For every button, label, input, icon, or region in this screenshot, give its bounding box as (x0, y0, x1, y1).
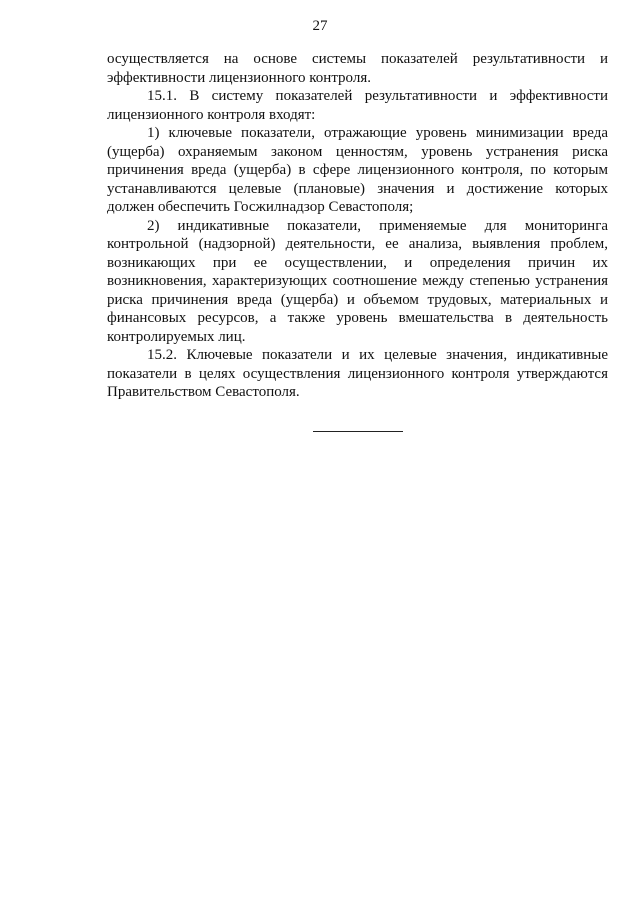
document-body (107, 50, 608, 402)
page-number: 27 (312, 18, 328, 34)
paragraph-item-1: 1) ключевые показатели, отражающие уровень минимизации вреда (ущерба) охраняемым законом ценностям, уровень устранения риска причинения вреда (ущерба) в сфере лицензионного контроля, по которым устанавливаются целевые (плановые) значения и достижение которых должен обеспечить Госжилнадзор Севастополя; (107, 125, 608, 215)
paragraph-15-2: 15.2. Ключевые показатели и их целевые значения, индикативные показатели в целях осуществления лицензионного контроля утверждаются Правительством Севастополя. (107, 347, 608, 400)
paragraph-continuation: осуществляется на основе системы показателей результативности и эффективности лицензионного контроля. (107, 51, 608, 86)
paragraph-15-1: 15.1. В систему показателей результативности и эффективности лицензионного контроля входят: (107, 88, 608, 123)
paragraph-item-2: 2) индикативные показатели, применяемые для мониторинга контрольной (надзорной) деятельности, ее анализа, выявления проблем, возникающих при ее осуществлении, и определения причин их возникновения, характеризующих соотношение между степенью устранения риска причинения вреда (ущерба) и объемом трудовых, материальных и финансовых ресурсов, а также уровень вмешательства в деятельность контролируемых лиц. (107, 217, 608, 345)
end-divider (313, 431, 403, 432)
